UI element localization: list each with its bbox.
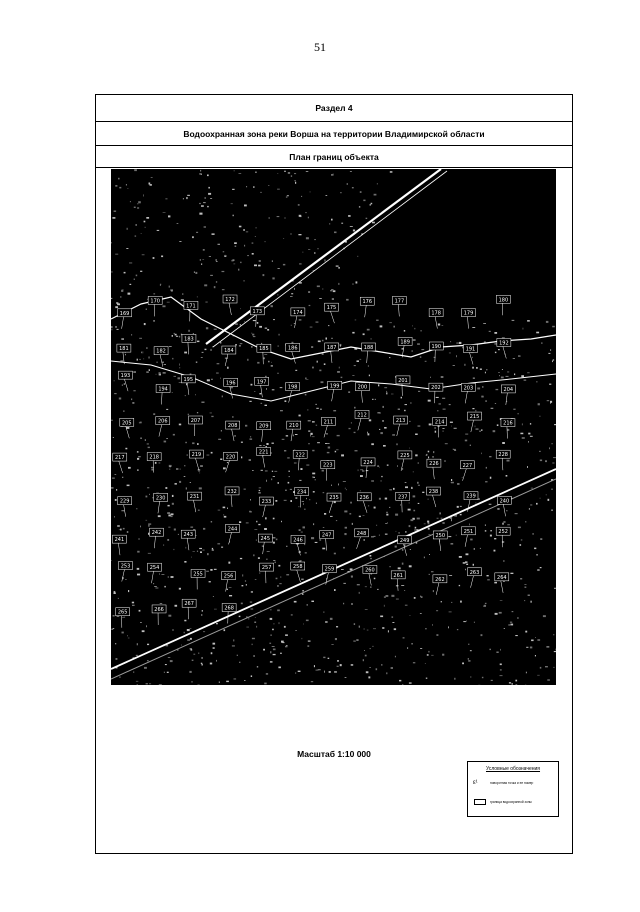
point-label: 178 (431, 310, 441, 317)
point-label: 215 (469, 414, 480, 421)
point-leader-line (262, 430, 263, 442)
point-label: 219 (191, 452, 202, 459)
point-leader-line (471, 420, 474, 432)
point-leader-line (432, 495, 435, 507)
point-label: 207 (190, 418, 201, 425)
point-label: 217 (115, 455, 125, 462)
point-label: 222 (295, 452, 305, 459)
point-leader-line (256, 315, 257, 327)
point-label: 266 (154, 606, 164, 613)
point-label: 212 (357, 412, 367, 419)
point-label: 242 (151, 530, 162, 537)
point-label: 203 (463, 385, 474, 392)
point-label: 247 (321, 532, 332, 539)
point-leader-line (161, 392, 162, 404)
point-label: 210 (288, 423, 299, 430)
point-label: 187 (326, 344, 337, 351)
legend-zone-text: граница водоохранной зоны (490, 800, 532, 804)
legend-row-point (473, 779, 555, 788)
point-leader-line (263, 455, 265, 467)
point-label: 221 (258, 449, 269, 456)
point-label: 230 (155, 495, 166, 502)
point-leader-line (330, 311, 334, 323)
point-label: 250 (435, 532, 446, 539)
point-label: 184 (224, 348, 234, 355)
point-label: 169 (119, 310, 130, 317)
point-label: 241 (114, 537, 125, 544)
point-label: 182 (156, 348, 166, 355)
point-label: 234 (296, 489, 307, 496)
point-label: 206 (157, 418, 168, 425)
point-label: 268 (224, 605, 234, 612)
point-leader-line (361, 391, 362, 403)
point-leader-line (363, 501, 367, 513)
point-label: 251 (463, 528, 474, 535)
point-leader-line (463, 469, 467, 481)
point-label: 186 (287, 345, 298, 352)
legend-zone-swatch (474, 799, 486, 805)
point-label: 195 (183, 376, 194, 383)
point-label: 261 (393, 572, 403, 579)
point-leader-line (439, 539, 441, 551)
point-label: 256 (223, 573, 234, 580)
point-leader-line (292, 351, 296, 363)
terrain-texture (111, 169, 556, 685)
point-label: 200 (357, 384, 368, 391)
point-leader-line (226, 460, 230, 472)
point-leader-line (501, 581, 503, 593)
point-leader-line (263, 542, 265, 554)
point-leader-line (467, 317, 468, 329)
point-label: 240 (499, 498, 510, 505)
point-label: 263 (469, 569, 480, 576)
point-leader-line (195, 458, 199, 470)
point-leader-line (122, 317, 124, 329)
point-label: 238 (428, 489, 439, 496)
point-leader-line (435, 317, 437, 329)
point-label: 233 (261, 499, 272, 506)
point-label: 209 (258, 423, 269, 430)
point-leader-line (465, 535, 467, 547)
point-label: 257 (261, 565, 272, 572)
point-label: 188 (363, 344, 374, 351)
point-label: 264 (497, 574, 507, 581)
point-leader-line (294, 316, 296, 328)
point-label: 258 (292, 564, 303, 571)
point-label: 185 (259, 346, 269, 353)
point-leader-line (261, 385, 263, 397)
point-label: 218 (149, 454, 159, 461)
point-label: 180 (498, 297, 509, 304)
point-label: 229 (119, 498, 130, 505)
point-label: 267 (184, 601, 194, 608)
point-leader-line (471, 576, 474, 588)
point-label: 243 (183, 532, 194, 539)
point-leader-line (263, 505, 266, 517)
point-leader-line (329, 501, 333, 513)
point-label: 177 (394, 298, 405, 305)
point-label: 252 (498, 529, 508, 536)
point-leader-line (229, 532, 232, 544)
point-leader-line (465, 391, 467, 403)
point-label: 211 (323, 419, 334, 426)
object-title: Водоохранная зона реки Ворша на территории Владимирской области (183, 129, 485, 139)
object-title-row (96, 122, 572, 146)
point-label: 201 (398, 377, 408, 384)
point-label: 172 (225, 297, 235, 304)
point-leader-line (297, 543, 300, 555)
point-label: 260 (365, 567, 375, 574)
point-label: 213 (395, 418, 406, 425)
zone-boundary-south (111, 361, 556, 401)
point-label: 202 (431, 385, 441, 392)
section-title: Раздел 4 (96, 95, 572, 122)
point-leader-line (503, 504, 505, 516)
point-label: 216 (503, 420, 513, 427)
point-label: 194 (158, 386, 168, 393)
legend-row-zone (473, 798, 555, 807)
point-leader-line (397, 424, 400, 436)
map-scale: Масштаб 1:10 000 (297, 749, 371, 759)
point-label: 225 (400, 452, 410, 459)
plan-title: План границ объекта (289, 152, 379, 162)
point-label: 244 (227, 526, 238, 533)
road-line-north (206, 169, 441, 344)
point-label: 205 (122, 420, 132, 427)
point-label: 179 (463, 310, 474, 317)
point-leader-line (357, 537, 361, 549)
point-leader-line (397, 579, 398, 591)
point-label: 199 (329, 383, 340, 390)
point-leader-line (502, 458, 503, 470)
point-label: 246 (293, 537, 303, 544)
point-label: 227 (462, 462, 473, 469)
point-leader-line (159, 425, 162, 437)
point-leader-line (468, 500, 470, 512)
road-edge-south (111, 479, 556, 679)
point-label: 192 (499, 340, 509, 347)
map-image (111, 169, 556, 685)
point-label: 224 (363, 459, 373, 466)
point-label: 236 (359, 494, 369, 501)
point-label: 239 (466, 493, 476, 500)
legend-title: Условные обозначения (485, 766, 541, 772)
point-leader-line (366, 466, 367, 478)
point-leader-line (151, 571, 153, 583)
point-label: 197 (256, 379, 267, 386)
point-leader-line (365, 305, 367, 317)
point-label: 220 (225, 454, 236, 461)
point-leader-line (231, 495, 232, 507)
point-leader-line (122, 570, 125, 582)
point-label: 173 (252, 308, 263, 315)
point-leader-line (160, 355, 163, 367)
point-leader-line (506, 393, 508, 405)
point-leader-line (433, 467, 434, 479)
point-leader-line (225, 354, 228, 366)
point-label: 171 (186, 303, 196, 310)
point-label: 193 (120, 373, 131, 380)
point-label: 208 (227, 423, 238, 430)
point-leader-line (503, 346, 506, 358)
point-leader-line (398, 304, 399, 316)
road-edge-north (213, 171, 447, 347)
point-label: 255 (193, 571, 203, 578)
point-label: 198 (287, 384, 298, 391)
point-label: 265 (117, 609, 128, 616)
point-label: 248 (356, 530, 367, 537)
point-label: 253 (120, 563, 131, 570)
point-label: 170 (150, 298, 160, 305)
point-label: 175 (326, 305, 337, 312)
point-leader-line (154, 536, 155, 548)
point-leader-line (229, 303, 231, 315)
point-leader-line (436, 583, 439, 595)
plan-title-row (96, 146, 572, 168)
point-label: 214 (434, 419, 445, 426)
point-label: 254 (149, 565, 160, 572)
point-leader-line (369, 573, 371, 585)
point-label: 183 (184, 336, 194, 343)
point-label: 196 (225, 380, 236, 387)
point-leader-line (124, 379, 128, 391)
point-label: 226 (429, 461, 439, 468)
point-label: 204 (503, 386, 514, 393)
point-leader-line (298, 458, 299, 470)
point-label: 189 (400, 339, 410, 346)
point-label: 231 (189, 494, 200, 501)
point-label: 181 (119, 346, 129, 353)
point-label: 237 (397, 494, 408, 501)
map-legend (467, 761, 559, 817)
point-label: 249 (399, 537, 410, 544)
point-label: 262 (435, 576, 445, 583)
page-number: 51 (314, 40, 326, 54)
legend-point-symbol: ε¹ (473, 780, 478, 786)
point-label: 190 (431, 343, 442, 350)
point-leader-line (469, 353, 473, 365)
point-leader-line (118, 543, 120, 555)
point-leader-line (358, 418, 361, 430)
point-leader-line (187, 538, 189, 550)
point-leader-line (297, 570, 301, 582)
point-leader-line (187, 383, 189, 395)
point-leader-line (158, 501, 160, 513)
point-label: 191 (465, 346, 476, 353)
point-leader-line (119, 461, 123, 473)
point-leader-line (324, 425, 327, 437)
point-label: 259 (324, 566, 335, 573)
point-leader-line (188, 342, 189, 354)
point-leader-line (332, 389, 334, 401)
boundary-map (111, 169, 556, 685)
point-label: 174 (293, 309, 303, 316)
point-label: 228 (498, 452, 508, 459)
point-leader-line (291, 429, 293, 441)
point-leader-line (232, 429, 234, 441)
point-label: 223 (323, 462, 333, 469)
legend-point-text: поворотная точка и ее номер (490, 781, 534, 785)
point-label: 245 (260, 536, 271, 543)
document-frame (95, 94, 573, 854)
point-label: 176 (362, 299, 373, 306)
point-leader-line (193, 500, 195, 512)
point-leader-line (331, 351, 332, 363)
point-label: 235 (329, 495, 339, 502)
point-label: 232 (227, 488, 237, 495)
point-leader-line (326, 539, 327, 551)
point-leader-line (367, 351, 368, 363)
